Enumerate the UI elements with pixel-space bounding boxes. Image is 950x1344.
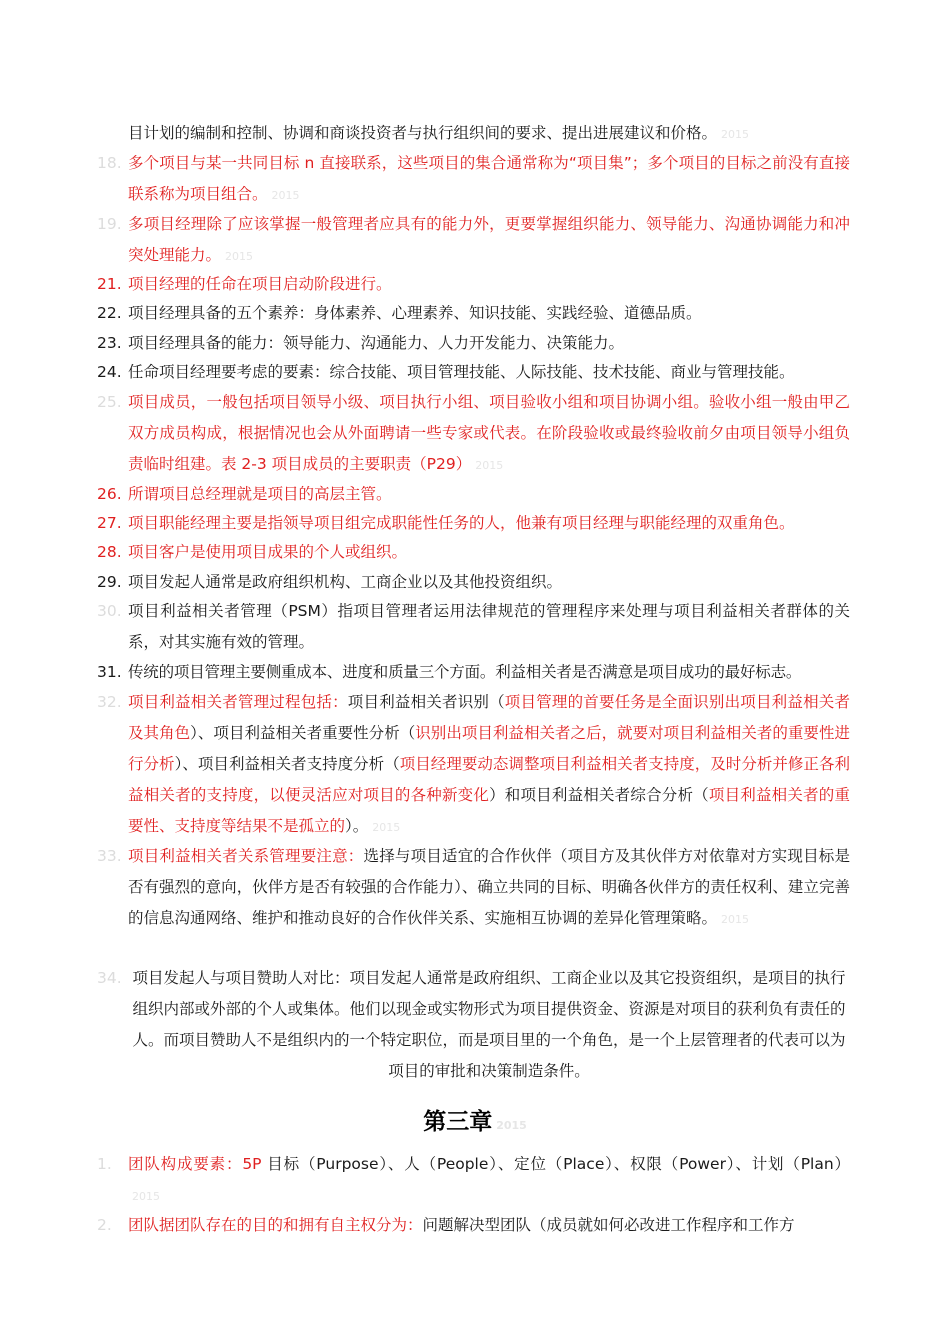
watermark: 2015: [721, 128, 750, 141]
text-run: 目标（Purpose）、人（People）、定位（Place）、权限（Power）、计划（Plan）: [267, 1155, 851, 1173]
item-text: 所谓项目总经理就是项目的高层主管。: [128, 485, 392, 503]
text-run: 项目利益相关者的重要性、支持度等结果不是孤立的: [128, 786, 850, 835]
item-number: 32.: [97, 693, 122, 711]
intro-text: 目计划的编制和控制、协调和商谈投资者与执行组织间的要求、提出进展建议和价格。: [128, 124, 718, 142]
chapter-heading: [0, 1102, 950, 1146]
item-number: 2.: [97, 1216, 112, 1234]
item-number: 1.: [97, 1155, 112, 1173]
item-number: 21.: [97, 275, 122, 293]
list-item: [128, 963, 850, 1087]
item-number: 24.: [97, 363, 122, 381]
list-item: [128, 387, 850, 481]
list-item: [128, 357, 850, 388]
watermark: 2015: [132, 1190, 160, 1203]
watermark: 2015: [475, 459, 504, 472]
list-item: [128, 657, 850, 688]
intro-paragraph: [128, 118, 850, 150]
item-text: 多个项目与某一共同目标 n 直接联系，这些项目的集合通常称为“项目集”；多个项目的目标之前没有直接联系称为项目组合。: [128, 154, 850, 203]
item-heading: 团队构成要素：5P: [128, 1155, 268, 1173]
list-item: [128, 148, 850, 211]
item-number: 33.: [97, 847, 122, 865]
item-heading: 团队据团队存在的目的和拥有自主权分为：: [128, 1216, 423, 1234]
item-text: 项目发起人与项目赞助人对比：项目发起人通常是政府组织、工商企业以及其它投资组织，是项目的执行组织内部或外部的个人或集体。他们以现金或实物形式为项目提供资金、资源是对项目的获利负有责任的人。而项目赞助人不是组织内的一个特定职位，而是项目里的一个角色，是一个上层管理者的代表可以为项目的审批和决策制造条件。: [132, 969, 846, 1080]
watermark: 2015: [372, 821, 401, 834]
text-run: ）和项目利益相关者综合分析（: [489, 786, 709, 804]
item-text: 多项目经理除了应该掌握一般管理者应具有的能力外，更要掌握组织能力、领导能力、沟通协调能力和冲突处理能力。: [128, 215, 850, 264]
item-text: 项目职能经理主要是指领导项目组完成职能性任务的人，他兼有项目经理与职能经理的双重角色。: [128, 514, 795, 532]
item-number: 22.: [97, 304, 122, 322]
watermark: 2015: [721, 913, 750, 926]
item-number: 34.: [97, 969, 122, 987]
item-number: 27.: [97, 514, 122, 532]
item-text: 项目经理具备的五个素养：身体素养、心理素养、知识技能、实践经验、道德品质。: [128, 304, 702, 322]
watermark: 2015: [271, 189, 300, 202]
list-item: [128, 479, 850, 510]
list-item: [128, 1210, 850, 1241]
list-item: [128, 537, 850, 568]
item-text: 项目发起人通常是政府组织机构、工商企业以及其他投资组织。: [128, 573, 563, 591]
text-run: ）。: [345, 817, 369, 835]
text-run: ）、项目利益相关者支持度分析（: [174, 755, 400, 773]
list-item: [128, 269, 850, 300]
list-item: [128, 328, 850, 359]
list-item: [128, 1149, 850, 1212]
item-number: 28.: [97, 543, 122, 561]
item-number: 23.: [97, 334, 122, 352]
item-text: 项目经理具备的能力：领导能力、沟通能力、人力开发能力、决策能力。: [128, 334, 625, 352]
list-item: [128, 209, 850, 272]
item-text: 传统的项目管理主要侧重成本、进度和质量三个方面。利益相关者是否满意是项目成功的最好标志。: [128, 663, 802, 681]
list-item: [128, 841, 850, 935]
item-text: 项目经理的任命在项目启动阶段进行。: [128, 275, 392, 293]
text-run: 识别出项目利益相关者之后，就要对项目利益相关者的重要性进行分析: [128, 724, 850, 773]
list-item: [128, 687, 850, 843]
item-text: 任命项目经理要考虑的要素：综合技能、项目管理技能、人际技能、技术技能、商业与管理技能。: [128, 363, 795, 381]
item-text: 项目客户是使用项目成果的个人或组织。: [128, 543, 408, 561]
list-item: [128, 596, 850, 658]
item-number: 26.: [97, 485, 122, 503]
text-run: 问题解决型团队（成员就如何必改进工作程序和工作方: [422, 1216, 795, 1234]
text-run: 项目经理要动态调整项目利益相关者支持度，及时分析并修正各利益相关者的支持度，以便灵活应对项目的各种新变化: [128, 755, 850, 804]
text-run: 项目利益相关者识别（: [347, 693, 505, 711]
watermark: 2015: [496, 1119, 527, 1132]
item-number: 31.: [97, 663, 122, 681]
item-number: 30.: [97, 602, 122, 620]
item-number: 19.: [97, 215, 122, 233]
chapter-title: 第三章: [423, 1109, 493, 1135]
item-text: 项目利益相关者管理（PSM）指项目管理者运用法律规范的管理程序来处理与项目利益相关者群体的关系，对其实施有效的管理。: [128, 602, 850, 651]
item-number: 29.: [97, 573, 122, 591]
list-item: [128, 298, 850, 329]
text-run: 项目管理的首要任务是全面识别出项目利益相关者及其角色: [128, 693, 850, 742]
item-heading: 项目利益相关者关系管理要注意：: [128, 847, 364, 865]
item-number: 18.: [97, 154, 122, 172]
item-number: 25.: [97, 393, 122, 411]
text-run: ）、项目利益相关者重要性分析（: [190, 724, 416, 742]
item-heading: 项目利益相关者管理过程包括：: [128, 693, 348, 711]
list-item: [128, 508, 850, 539]
list-item: [128, 567, 850, 598]
text-run: 选择与项目适宜的合作伙伴（项目方及其伙伴方对依靠对方实现目标是否有强烈的意向，伙伴方是否有较强的合作能力）、确立共同的目标、明确各伙伴方的责任权利、建立完善的信息沟通网络、维护和推动良好的合作伙伴关系、实施相互协调的差异化管理策略。: [128, 847, 850, 927]
item-text: 项目成员，一般包括项目领导小级、项目执行小组、项目验收小组和项目协调小组。验收小组一般由甲乙双方成员构成，根据情况也会从外面聘请一些专家或代表。在阶段验收或最终验收前夕由项目领导小组负责临时组建。表 2-3 项目成员的主要职责（P29）: [128, 393, 850, 473]
watermark: 2015: [225, 250, 254, 263]
